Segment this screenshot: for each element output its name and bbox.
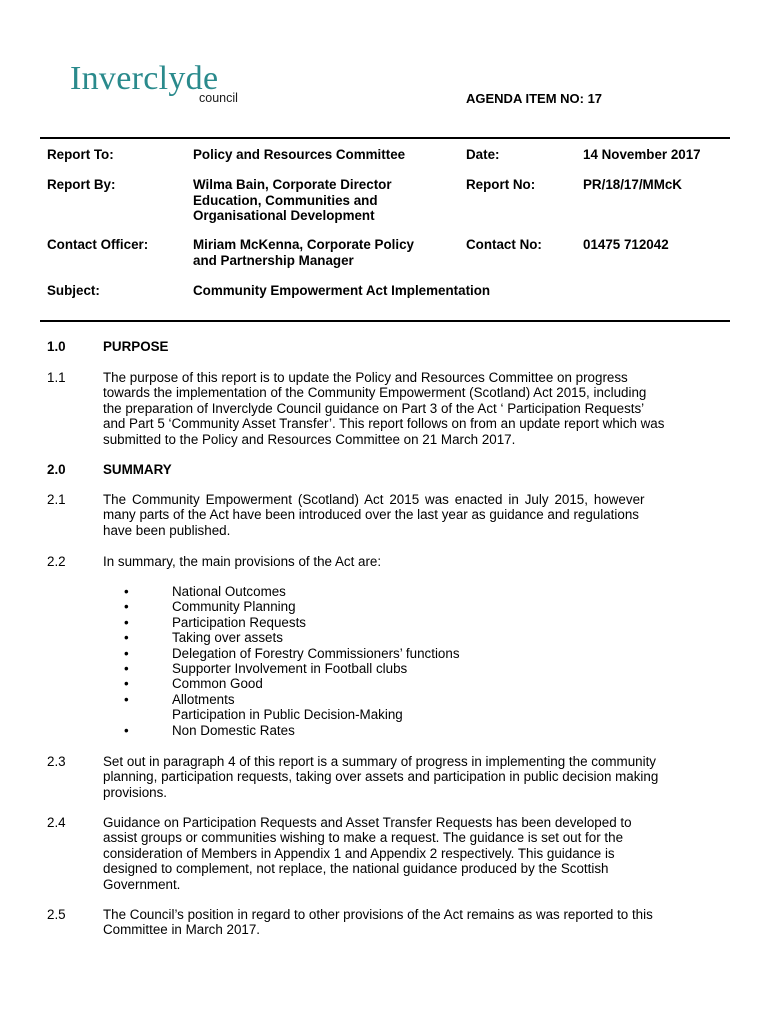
provisions-list [124, 584, 460, 738]
bullet-icon: • [124, 722, 129, 738]
text-line: designed to complement, not replace, the national guidance produced by the Scottish [103, 861, 609, 877]
contact-officer-value [193, 237, 414, 268]
date-value: 14 November 2017 [583, 147, 701, 162]
paragraph-2-1 [103, 492, 708, 538]
bullet-icon: • [124, 676, 129, 692]
list-item [124, 599, 460, 614]
paragraph-number: 2.5 [47, 907, 66, 922]
bullet-icon: • [124, 645, 129, 661]
text-line: assist groups or communities wishing to make a request. The guidance is set out for the [103, 830, 624, 846]
list-item-text: Common Good [172, 676, 263, 692]
list-item-text: Taking over assets [172, 630, 283, 646]
list-item-text: Non Domestic Rates [172, 722, 295, 738]
header-rule-top [40, 137, 730, 139]
contact-officer-line: and Partnership Manager [193, 252, 354, 268]
text-line: Government. [103, 876, 181, 892]
list-item [124, 646, 460, 661]
report-to-label: Report To: [47, 147, 114, 162]
text-line: submitted to the Policy and Resources Committee on 21 March 2017. [103, 431, 516, 447]
date-label: Date: [466, 147, 500, 162]
contact-no-value: 01475 712042 [583, 237, 669, 252]
report-by-label: Report By: [47, 177, 116, 192]
text-line: The Council’s position in regard to other provisions of the Act remains as was reported to this [103, 907, 653, 922]
report-by-value [193, 177, 392, 224]
paragraph-number: 2.2 [47, 554, 66, 569]
paragraph-1-1 [103, 370, 708, 447]
list-item [124, 584, 460, 599]
council-logo [68, 62, 268, 110]
text-line: The Community Empowerment (Scotland) Act 2015 was enacted in July 2015, however [103, 492, 645, 507]
report-by-line: Wilma Bain, Corporate Director [193, 177, 392, 192]
paragraph-number: 2.1 [47, 492, 66, 507]
text-line: Guidance on Participation Requests and Asset Transfer Requests has been developed to [103, 815, 632, 830]
list-item [124, 661, 460, 676]
bullet-icon: • [124, 630, 129, 646]
report-to-value: Policy and Resources Committee [193, 147, 406, 162]
text-line: the preparation of Inverclyde Council guidance on Part 3 of the Act ‘ Participation Requests’ [103, 400, 645, 416]
bullet-icon: • [124, 614, 129, 630]
logo-wordmark: Inverclyde [70, 60, 219, 97]
list-item-text: Supporter Involvement in Football clubs [172, 661, 408, 677]
list-item-text: Participation Requests [172, 614, 306, 630]
paragraph-2-3 [103, 754, 708, 800]
subject-value: Community Empowerment Act Implementation [193, 283, 491, 298]
section-number: 2.0 [47, 462, 66, 477]
paragraph-number: 2.4 [47, 815, 66, 830]
section-heading: SUMMARY [103, 462, 172, 477]
list-item [124, 615, 460, 630]
text-line: The purpose of this report is to update the Policy and Resources Committee on progress [103, 370, 628, 385]
text-line: and Part 5 ‘Community Asset Transfer’. This report follows on from an update report which was [103, 416, 665, 432]
text-line: Set out in paragraph 4 of this report is a summary of progress in implementing the community [103, 754, 656, 769]
bullet-icon: • [124, 599, 129, 615]
agenda-item: AGENDA ITEM NO: 17 [466, 91, 603, 106]
list-item-text: Participation in Public Decision-Making [172, 707, 403, 723]
paragraph-number: 1.1 [47, 370, 66, 385]
header-rule-bottom [40, 320, 730, 322]
subject-label: Subject: [47, 283, 100, 298]
paragraph-number: 2.3 [47, 754, 66, 769]
list-item [124, 676, 460, 691]
list-item-text: Allotments [172, 691, 235, 707]
bullet-icon: • [124, 584, 129, 599]
report-by-line: Organisational Development [193, 208, 375, 223]
list-item [124, 723, 460, 738]
logo-subtitle: council [199, 91, 238, 105]
list-item-text: National Outcomes [172, 584, 286, 599]
text-line: consideration of Members in Appendix 1 and Appendix 2 respectively. This guidance is [103, 845, 615, 861]
contact-no-label: Contact No: [466, 237, 542, 252]
paragraph-2-2: In summary, the main provisions of the Act are: [103, 554, 382, 569]
text-line: towards the implementation of the Community Empowerment (Scotland) Act 2015, including [103, 385, 647, 401]
paragraph-2-5 [103, 907, 708, 938]
report-by-line: Education, Communities and [193, 192, 378, 208]
report-no-label: Report No: [466, 177, 536, 192]
bullet-icon: • [124, 661, 129, 677]
list-item-text: Delegation of Forestry Commissioners’ functions [172, 645, 460, 661]
list-item [124, 630, 460, 645]
bullet-icon: • [124, 691, 129, 707]
text-line: provisions. [103, 784, 168, 800]
contact-officer-label: Contact Officer: [47, 237, 149, 252]
text-line: have been published. [103, 522, 231, 538]
bullet-icon [124, 707, 172, 722]
list-item [124, 692, 460, 707]
section-heading: PURPOSE [103, 339, 169, 354]
text-line: many parts of the Act have been introduced over the last year as guidance and regulations [103, 507, 639, 523]
list-item [124, 707, 460, 722]
text-line: Committee in March 2017. [103, 922, 261, 938]
paragraph-2-4 [103, 815, 708, 892]
report-no-value: PR/18/17/MMcK [583, 177, 682, 192]
text-line: planning, participation requests, taking over assets and participation in public decision making [103, 769, 659, 785]
list-item-text: Community Planning [172, 599, 296, 615]
section-number: 1.0 [47, 339, 66, 354]
contact-officer-line: Miriam McKenna, Corporate Policy [193, 237, 414, 252]
